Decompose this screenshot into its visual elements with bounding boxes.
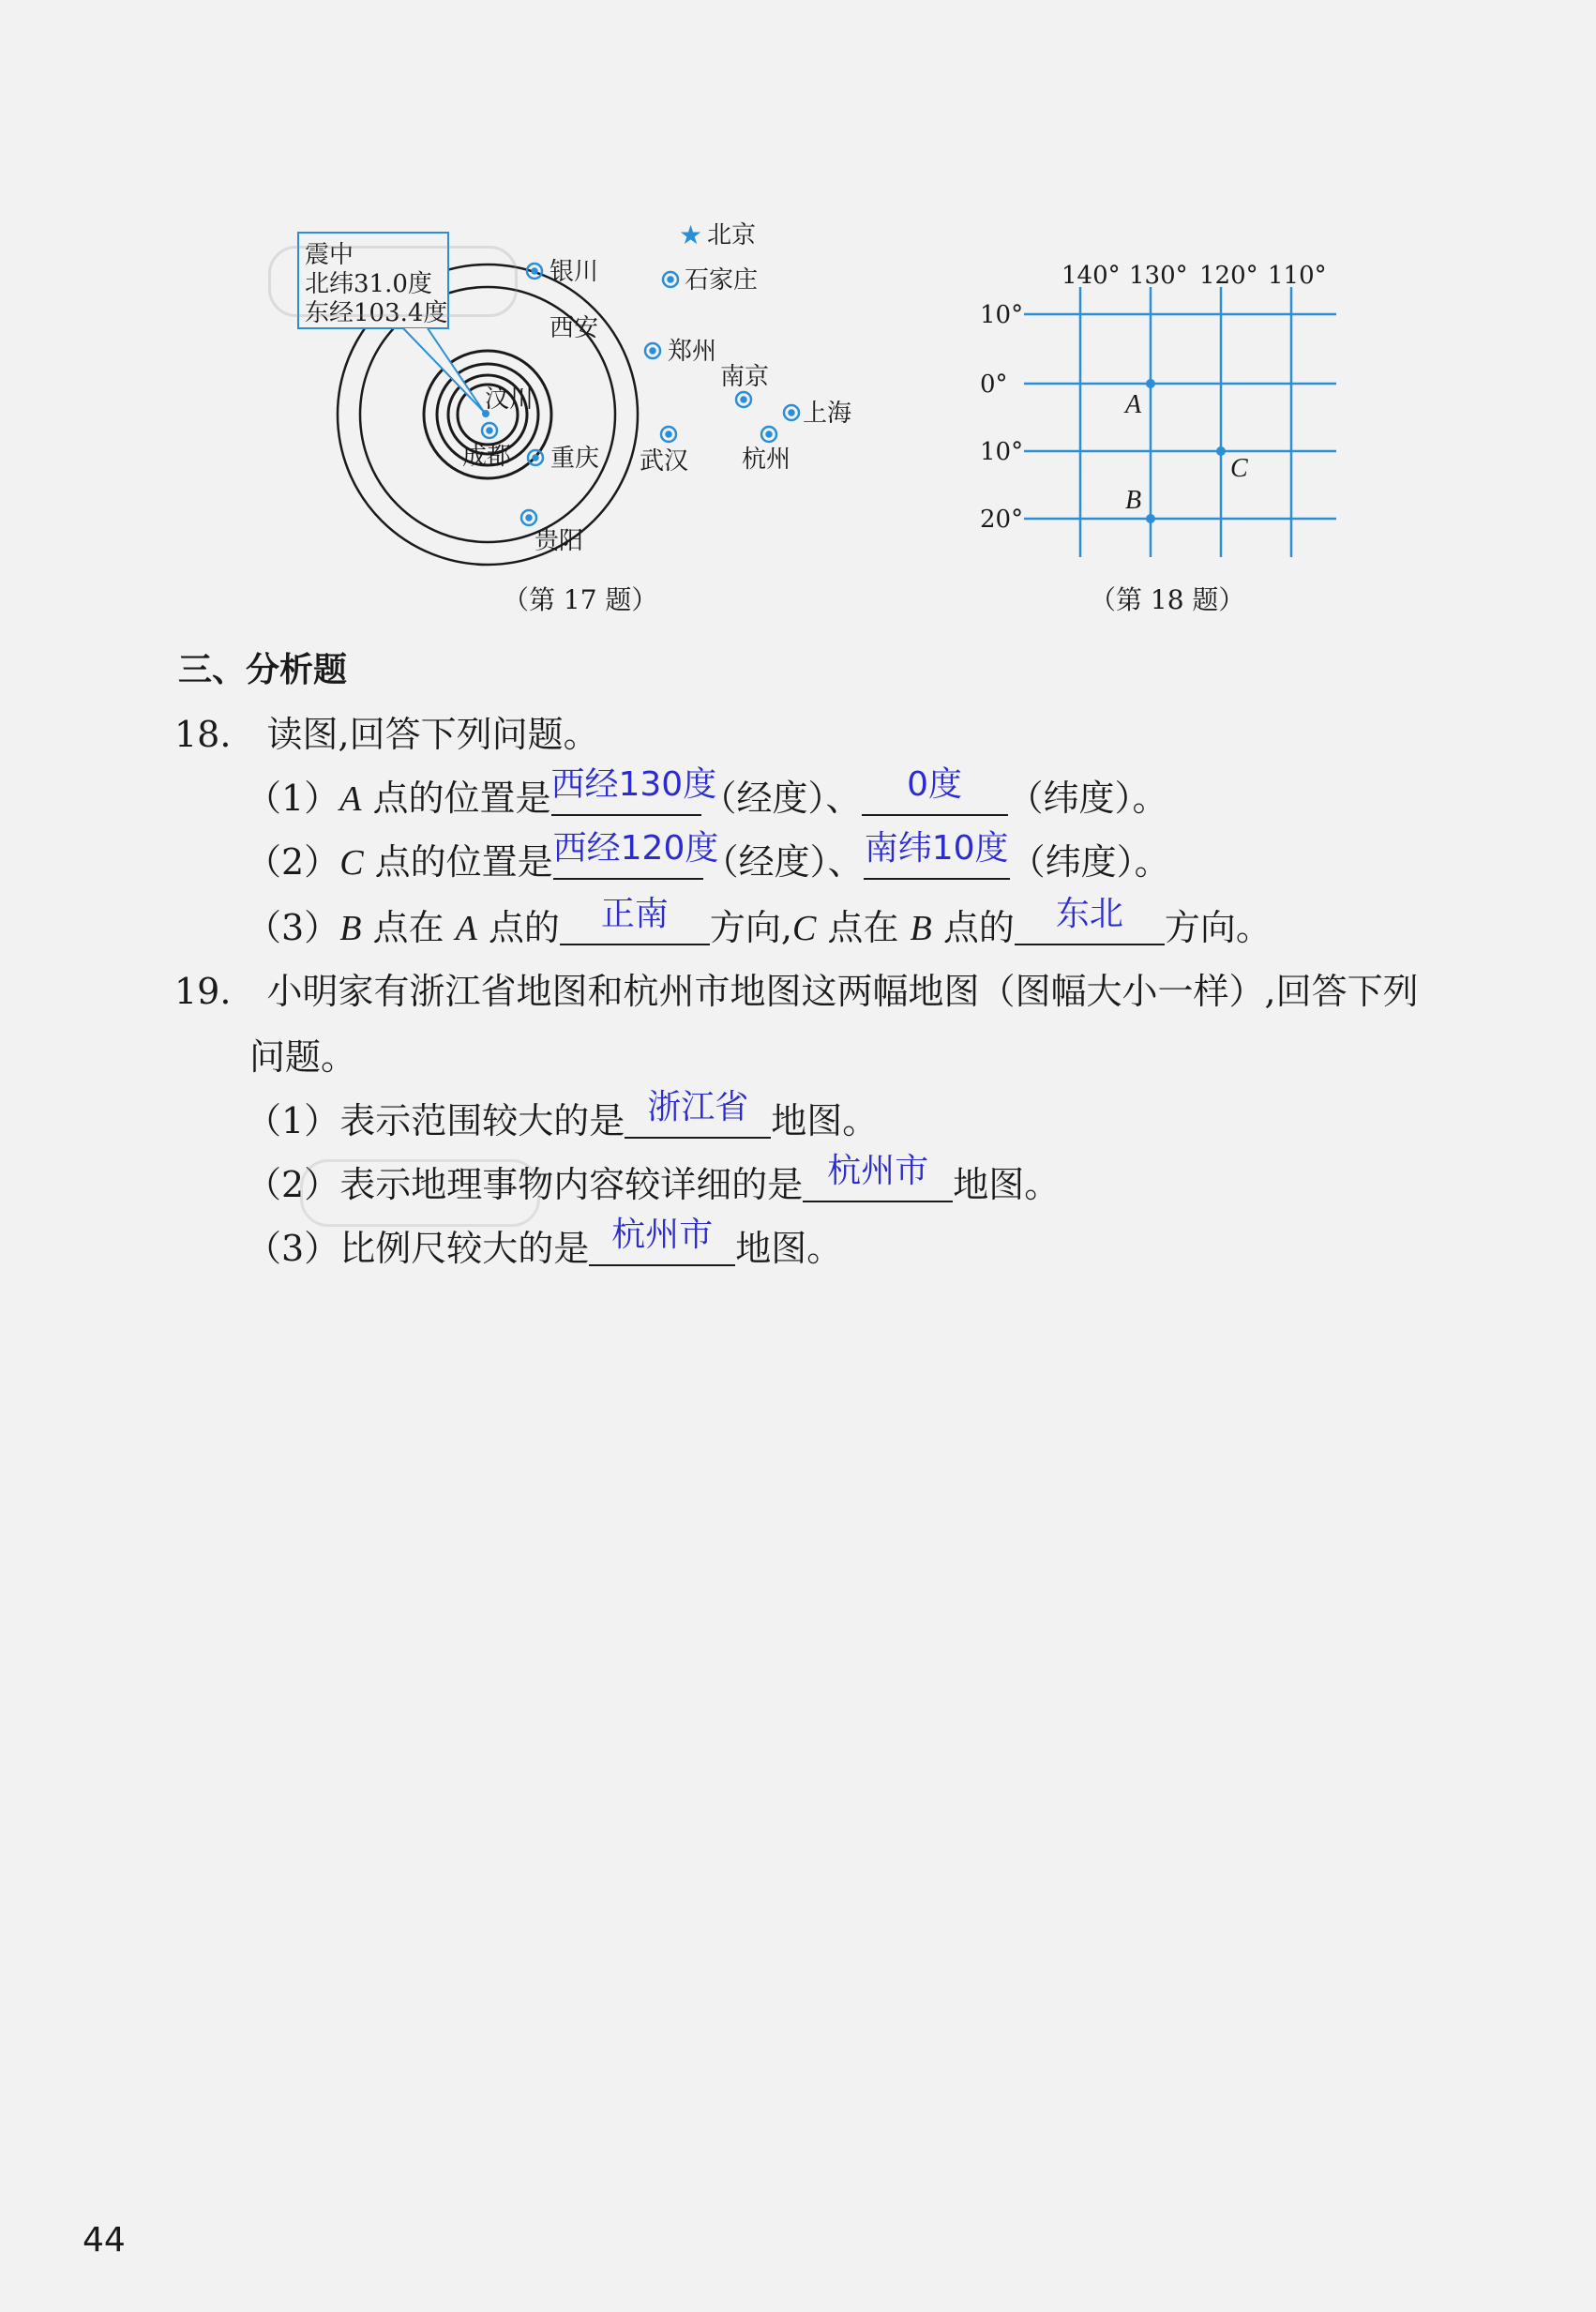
q18-part2: [246, 829, 1170, 886]
q18-p1-answer2: 0度: [907, 765, 962, 804]
epicenter-title: 震中: [305, 241, 354, 269]
q19-stem: [174, 968, 1419, 1015]
figure-17-caption: （第 17 题）: [503, 584, 658, 615]
q19-p1-text1: 表示范围较大的是: [339, 1100, 625, 1141]
city-xian: 西安: [550, 314, 599, 342]
city-chengdu: 成都: [462, 443, 512, 471]
q18-part3: [246, 895, 1272, 952]
epicenter-lat: 北纬31.0度: [305, 270, 432, 298]
q18-p2-text2: （经度）、: [702, 841, 864, 883]
q18-p2-blank2[interactable]: [864, 829, 1010, 880]
q18-p1-text1: 点的位置是: [361, 778, 551, 819]
city-chongqing: 重庆: [550, 445, 600, 473]
q19-p1-blank[interactable]: [625, 1088, 771, 1139]
city-yinchuan: 银川: [550, 258, 599, 286]
q19-p2-num: （2）: [246, 1164, 340, 1205]
q19-p2-answer: 杭州市: [827, 1152, 929, 1190]
q18-p2-text1: 点的位置是: [363, 841, 553, 883]
q19-p1-answer: 浙江省: [647, 1088, 749, 1126]
city-shijiazhuang: 石家庄: [685, 266, 759, 295]
q18-p3-point-b2: B: [910, 909, 932, 948]
q18-p3-point-a: A: [455, 909, 477, 948]
point-b-marker: [1146, 514, 1155, 523]
point-b-label: B: [1125, 486, 1142, 515]
q18-p2-answer1: 西经120度: [552, 829, 719, 868]
lon-label-110: 110°: [1268, 262, 1327, 290]
point-a-marker: [1146, 379, 1155, 388]
q18-p1-answer1: 西经130度: [550, 765, 717, 804]
city-zhengzhou: 郑州: [668, 338, 717, 366]
epicenter-lon: 东经103.4度: [305, 299, 448, 327]
q18-p3-text1: 点在: [361, 907, 456, 948]
point-c-label: C: [1230, 454, 1248, 483]
q18-p2-text3: （纬度）。: [1009, 841, 1170, 883]
section-title: 三、分析题: [178, 651, 348, 689]
figure-17-map: [216, 211, 891, 577]
q19-p2-text2: 地图。: [953, 1164, 1061, 1205]
city-shanghai: 上海: [803, 400, 852, 428]
lon-label-130: 130°: [1129, 262, 1188, 290]
q18-p3-text5: 点的: [931, 907, 1015, 948]
city-wuhan: 武汉: [640, 447, 689, 476]
figure-18-grid: [975, 251, 1350, 570]
q19-p3-num: （3）: [246, 1228, 340, 1269]
lat-label-10s: 10°: [980, 438, 1024, 466]
q18-p2-answer2: 南纬10度: [864, 829, 1009, 868]
q18-p1-num: （1）: [246, 778, 340, 819]
q18-p1-text2: （经度）、: [700, 778, 862, 819]
q19-p3-text2: 地图。: [735, 1228, 843, 1269]
q18-p3-answer2: 东北: [1055, 895, 1123, 933]
q18-p3-blank1[interactable]: [560, 895, 710, 945]
city-beijing: 北京: [707, 221, 757, 249]
q18-p3-text6: 方向。: [1164, 907, 1272, 948]
epicenter-pointer: [403, 328, 484, 412]
q18-p1-blank1[interactable]: [550, 765, 717, 816]
point-c-marker: [1216, 446, 1226, 456]
q18-p3-text2: 点的: [476, 907, 560, 948]
beijing-star-icon: ★: [679, 219, 703, 250]
grid-lines: [1024, 287, 1336, 557]
lat-label-10n: 10°: [980, 301, 1024, 329]
lon-label-120: 120°: [1199, 262, 1258, 290]
q18-stem: [174, 711, 599, 758]
q18-p1-point: A: [339, 779, 362, 819]
q19-p3-text1: 比例尺较大的是: [339, 1228, 590, 1269]
q18-p1-blank2[interactable]: [862, 765, 1008, 816]
q18-p3-point-b: B: [339, 909, 362, 948]
city-nanjing: 南京: [720, 363, 770, 391]
q18-p2-blank1[interactable]: [552, 829, 719, 880]
q19-stem-line1: 小明家有浙江省地图和杭州市地图这两幅地图（图幅大小一样）,回答下列: [266, 971, 1419, 1012]
q19-p2-blank[interactable]: [803, 1152, 953, 1202]
q18-p3-num: （3）: [246, 907, 340, 948]
q18-p3-text3: 方向,: [709, 907, 792, 948]
city-wenchuan: 汶川: [485, 385, 535, 414]
q18-number: 18.: [174, 714, 232, 755]
q18-p3-text4: 点在: [816, 907, 911, 948]
q19-p3-blank[interactable]: [589, 1216, 735, 1266]
q19-part3: [246, 1216, 843, 1272]
q19-part1: [246, 1088, 879, 1144]
q18-p3-blank2[interactable]: [1015, 895, 1165, 945]
lat-label-20s: 20°: [980, 506, 1024, 534]
q19-p3-answer: 杭州市: [611, 1216, 714, 1254]
q18-p3-point-c: C: [791, 909, 817, 948]
city-hangzhou: 杭州: [742, 446, 791, 474]
q19-part2: [246, 1152, 1061, 1208]
q18-p3-answer1: 正南: [600, 895, 669, 933]
q19-p1-num: （1）: [246, 1100, 340, 1141]
lat-label-0: 0°: [980, 370, 1008, 399]
q19-stem-line2: 问题。: [249, 1036, 357, 1078]
city-guiyang: 贵阳: [535, 527, 584, 555]
figure-18-caption: （第 18 题）: [1090, 584, 1245, 615]
lon-label-140: 140°: [1061, 262, 1121, 290]
point-a-label: A: [1125, 390, 1142, 419]
q19-p2-text1: 表示地理事物内容较详细的是: [339, 1164, 804, 1205]
q18-part1: [246, 765, 1168, 823]
q18-p2-point: C: [339, 843, 364, 883]
page-number: 44: [83, 2221, 126, 2259]
q18-stem-text: 读图,回答下列问题。: [266, 714, 599, 755]
q18-p2-num: （2）: [246, 841, 340, 883]
q19-number: 19.: [174, 971, 232, 1012]
q19-p1-text2: 地图。: [771, 1100, 879, 1141]
q18-p1-text3: （纬度）。: [1007, 778, 1168, 819]
